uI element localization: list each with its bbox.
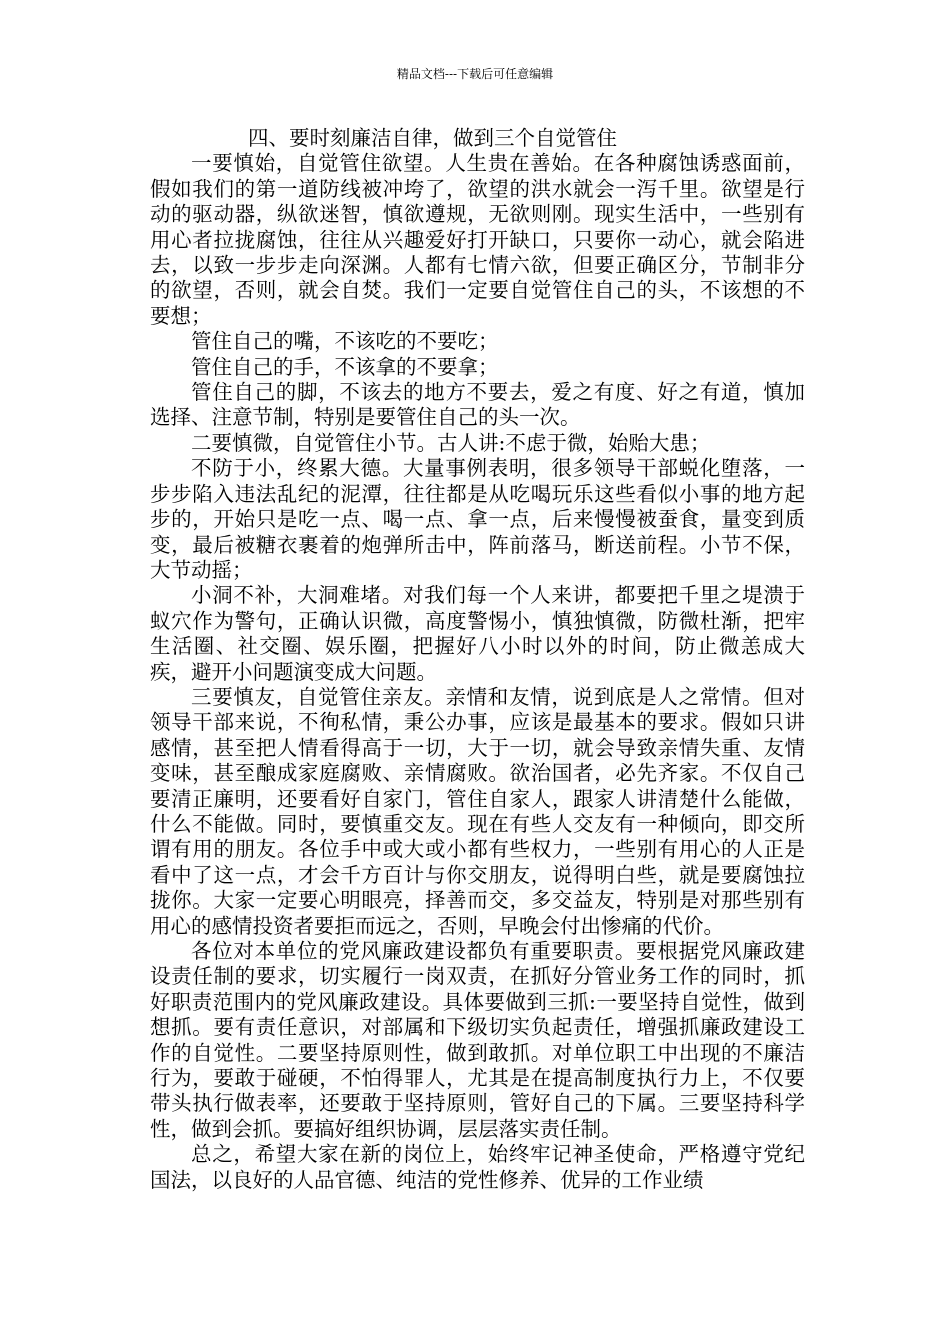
paragraph: 二要慎微，自觉管住小节。古人讲:不虑于微，始贻大患； [191,430,711,455]
page-header: 精品文档---下载后可任意编辑 [396,67,554,81]
paragraph: 各位对本单位的党风廉政建设都负有重要职责。要根据党风廉政建设责任制的要求，切实履行一岗双责，在抓好分管业务工作的同时，抓好职责范围内的党风廉政建设。具体要做到三抓:一要坚持自觉性，做到想抓。要有责任意识，对部属和下级切实负起责任，增强抓廉政建设工作的自觉性。二要坚持原则性，做到敢抓。对单位职工中出现的不廉洁行为，要敢于碰硬，不怕得罪人，尤其是在提高制度执行力上，不仅要带头执行做表率，还要敢于坚持原则，管好自己的下属。三要坚持科学性，做到会抓。要搞好组织协调，层层落实责任制。 [150,939,805,1141]
section-heading: 四、要时刻廉洁自律，做到三个自觉管住 [248,126,617,150]
paragraph: 不防于小，终累大德。大量事例表明，很多领导干部蜕化堕落，一步步陷入违法乱纪的泥潭，往往都是从吃喝玩乐这些看似小事的地方起步的，开始只是吃一点、喝一点、拿一点，后来慢慢被蚕食，量变到质变，最后被糖衣裹着的炮弹所击中，阵前落马，断送前程。小节不保，大节动摇； [150,456,805,582]
paragraph: 总之，希望大家在新的岗位上，始终牢记神圣使命，严格遵守党纪国法，以良好的人品官德、纯洁的党性修养、优异的工作业绩 [150,1142,805,1192]
paragraph: 小洞不补，大洞难堵。对我们每一个人来讲，都要把千里之堤溃于蚁穴作为警句，正确认识微，高度警惕小，慎独慎微，防微杜渐，把牢生活圈、社交圈、娱乐圈，把握好八小时以外的时间，防止微恙成大疾，避开小问题演变成大问题。 [150,583,805,684]
paragraph: 管住自己的脚，不该去的地方不要去，爱之有度、好之有道，慎加选择、注意节制，特别是要管住自己的头一次。 [150,380,805,430]
paragraph: 管住自己的手，不该拿的不要拿； [191,354,499,379]
paragraph: 一要慎始，自觉管住欲望。人生贵在善始。在各种腐蚀诱惑面前，假如我们的第一道防线被冲垮了，欲望的洪水就会一泻千里。欲望是行动的驱动器，纵欲迷智，慎欲遵规，无欲则刚。现实生活中，一些别有用心者拉拢腐蚀，往往从兴趣爱好打开缺口，只要你一动心，就会陷进去，以致一步步走向深渊。人都有七情六欲，但要正确区分，节制非分的欲望，否则，就会自焚。我们一定要自觉管住自己的头，不该想的不要想； [150,151,805,328]
document-body [150,126,805,1193]
paragraph: 三要慎友，自觉管住亲友。亲情和友情，说到底是人之常情。但对领导干部来说，不徇私情，秉公办事，应该是最基本的要求。假如只讲感情，甚至把人情看得高于一切，大于一切，就会导致亲情失重、友情变味，甚至酿成家庭腐败、亲情腐败。欲治国者，必先齐家。不仅自己要清正廉明，还要看好自家门，管住自家人，跟家人讲清楚什么能做，什么不能做。同时，要慎重交友。现在有些人交友有一种倾向，即交所谓有用的朋友。各位手中或大或小都有些权力，一些别有用心的人正是看中了这一点，才会千方百计与你交朋友，说得明白些，就是要腐蚀拉拢你。大家一定要心明眼亮，择善而交，多交益友，特别是对那些别有用心的感情投资者要拒而远之，否则，早晚会付出惨痛的代价。 [150,684,805,938]
paragraph: 管住自己的嘴，不该吃的不要吃； [191,329,499,354]
